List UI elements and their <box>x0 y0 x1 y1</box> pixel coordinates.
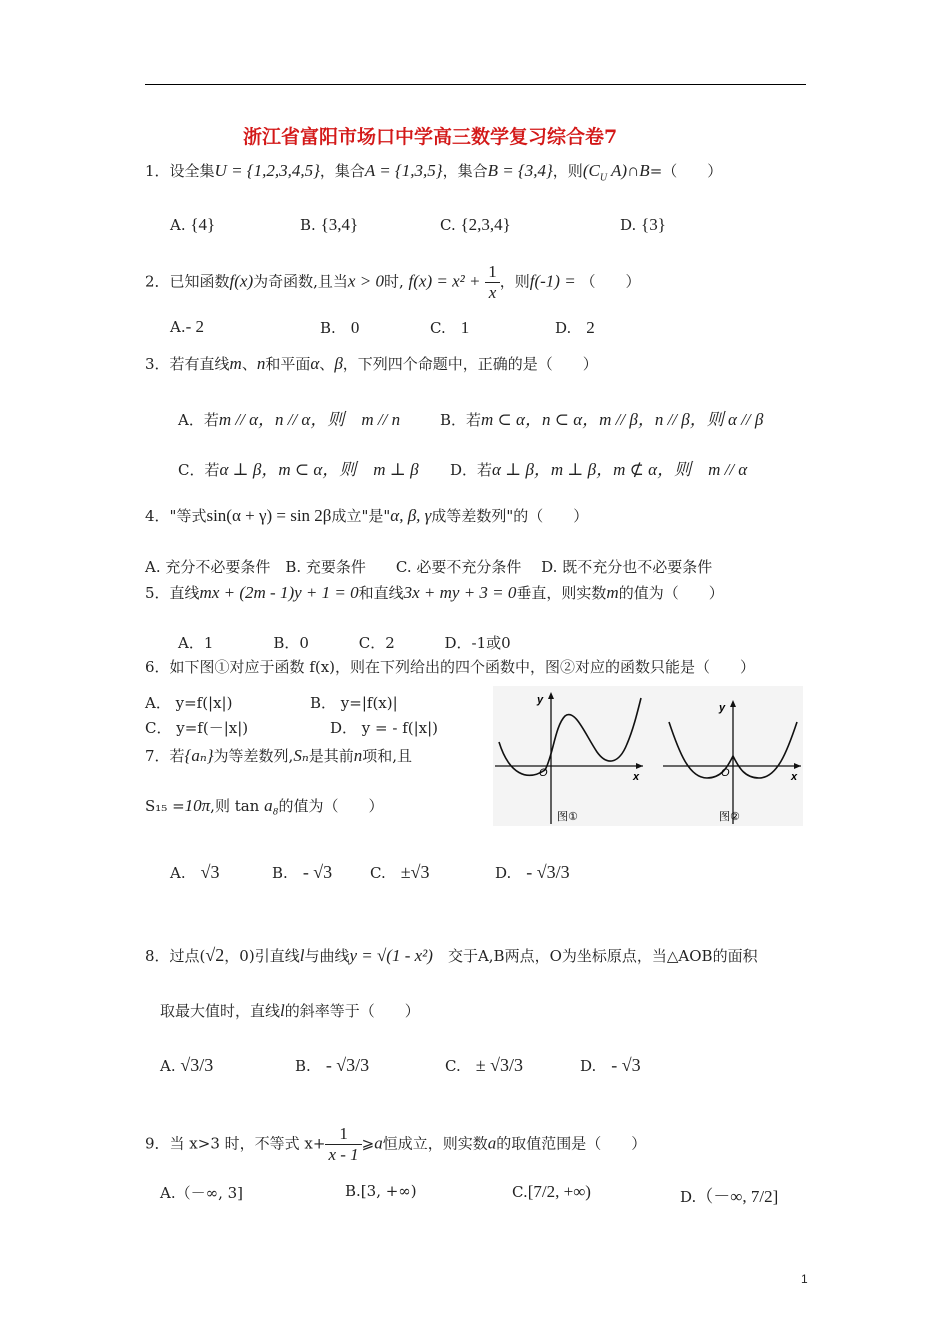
q6-option-a: A． y=f(|x|) <box>145 694 233 712</box>
q1-blank: =（ ） <box>649 162 723 180</box>
q1-option-b: B. {3,4} <box>300 215 359 234</box>
question-1-stem <box>145 160 722 183</box>
q5-options: A．1 B．0 C．2 D．-1或0 <box>178 634 511 652</box>
question-8-stem: 8．过点(√2，0)引直线l与曲线y = √(1 - x²) 交于A,B两点，O为坐标原点，当△AOB的面积 <box>145 945 758 965</box>
q2-option-a: A.- 2 <box>170 317 205 336</box>
q6-option-c: C． y=f(－|x|) <box>145 719 249 737</box>
q7-option-d: D. - √3/3 <box>495 862 570 882</box>
q2-option-b: B. 0 <box>320 318 360 337</box>
question-8-stem-2: 取最大值时，直线l的斜率等于（ ） <box>160 1001 420 1020</box>
q8-option-b: B. - √3/3 <box>295 1055 370 1075</box>
q3-option-d: D．若α ⊥ β，m ⊥ β，m ⊄ α，则 m // α <box>450 460 748 479</box>
svg-text:x: x <box>633 771 640 783</box>
question-7-stem-2: S₁₅ =10π,则 tan a₈的值为（ ） <box>145 796 384 815</box>
svg-text:O: O <box>721 767 730 779</box>
q1-set-a: A = {1,3,5} <box>364 161 443 180</box>
q7-option-b: B. - √3 <box>272 862 333 882</box>
q1-set-u: U = {1,2,3,4,5} <box>214 161 320 180</box>
q2-option-c: C. 1 <box>430 318 470 337</box>
q1-option-a: A. {4} <box>170 215 216 234</box>
q7-option-a: A. √3 <box>170 862 220 882</box>
figure-2-caption: 图② <box>719 810 740 823</box>
svg-text:y: y <box>719 702 726 714</box>
q8-option-a: A. √3/3 <box>160 1055 214 1075</box>
q3-option-c: C．若α ⊥ β，m ⊂ α，则 m ⊥ β <box>178 460 419 479</box>
q1-stem-c: ，集合 <box>442 162 488 180</box>
q9-option-d: D.（－∞, 7/2] <box>680 1187 779 1206</box>
q1-set-b: B = {3,4} <box>487 161 553 180</box>
q1-stem-a: 1．设全集 <box>145 162 215 180</box>
q8-option-c: C. ± √3/3 <box>445 1055 523 1075</box>
q9-option-b: B.[3, +∞) <box>345 1182 417 1200</box>
question-7-stem: 7．若{aₙ}为等差数列,Sₙ是其前n项和,且 <box>145 746 413 765</box>
q9-fraction: $\frac{1}{x - 1}$ <box>325 1124 361 1165</box>
q2-option-d: D. 2 <box>555 318 595 337</box>
q9-option-c: C.[7/2, +∞) <box>512 1182 591 1201</box>
question-3-stem: 3．若有直线m、n和平面α、β，下列四个命题中，正确的是（ ） <box>145 354 598 373</box>
q1-option-d: D. {3} <box>620 215 666 234</box>
q6-option-b: B． y=|f(x)| <box>310 694 398 712</box>
q8-option-d: D. - √3 <box>580 1055 641 1075</box>
svg-text:O: O <box>539 767 548 779</box>
q1-stem-b: ，集合 <box>319 162 365 180</box>
svg-text:y: y <box>537 694 544 706</box>
question-9-stem: 9．当 x>3 时，不等式 x+ $\frac{1}{x - 1}$ ⩾a恒成立，则实数a的取值范围是（ ） <box>145 1124 647 1164</box>
q9-option-a: A.（－∞, 3] <box>160 1184 244 1202</box>
question-5-stem: 5．直线mx + (2m - 1)y + 1 = 0和直线3x + my + 3 = 0垂直，则实数m的值为（ ） <box>145 583 724 602</box>
q1-stem-d: ，则 <box>552 162 583 180</box>
question-6-stem: 6．如下图①对应于函数 f(x)，则在下列给出的四个函数中，图②对应的函数只能是（ ） <box>145 658 756 676</box>
q2-fraction: $\frac{1}{x}$ <box>485 262 500 303</box>
q6-option-d: D． y = - f(|x|) <box>330 719 439 737</box>
q4-options: A. 充分不必要条件 B. 充要条件 C. 必要不充分条件 D. 既不充分也不必要条件 <box>145 558 713 576</box>
svg-text:x: x <box>791 771 798 783</box>
figure-1-caption: 图① <box>557 810 578 823</box>
q3-option-b: B．若m ⊂ α，n ⊂ α，m // β，n // β，则 α // β <box>440 410 764 429</box>
document-title: 浙江省富阳市场口中学高三数学复习综合卷7 <box>243 126 618 148</box>
function-graphs-figure <box>493 686 803 826</box>
q7-option-c: C. ±√3 <box>370 862 430 882</box>
q1-option-c: C. {2,3,4} <box>440 215 511 234</box>
question-4-stem: 4．"等式sin(α + γ) = sin 2β成立"是"α, β, γ成等差数列"的（ ） <box>145 506 589 525</box>
graphs-svg <box>493 686 803 826</box>
question-2-stem: 2．已知函数f(x)为奇函数,且当x > 0时, f(x) = x² + $\frac{1}{x}$ ，则f(-1) = （ ） <box>145 262 641 302</box>
header-rule <box>145 84 806 85</box>
q3-option-a: A．若m // α，n // α，则 m // n <box>178 410 401 429</box>
q1-expr: ($C_U$ A)∩B <box>582 161 650 184</box>
page-number: 1 <box>801 1272 808 1286</box>
